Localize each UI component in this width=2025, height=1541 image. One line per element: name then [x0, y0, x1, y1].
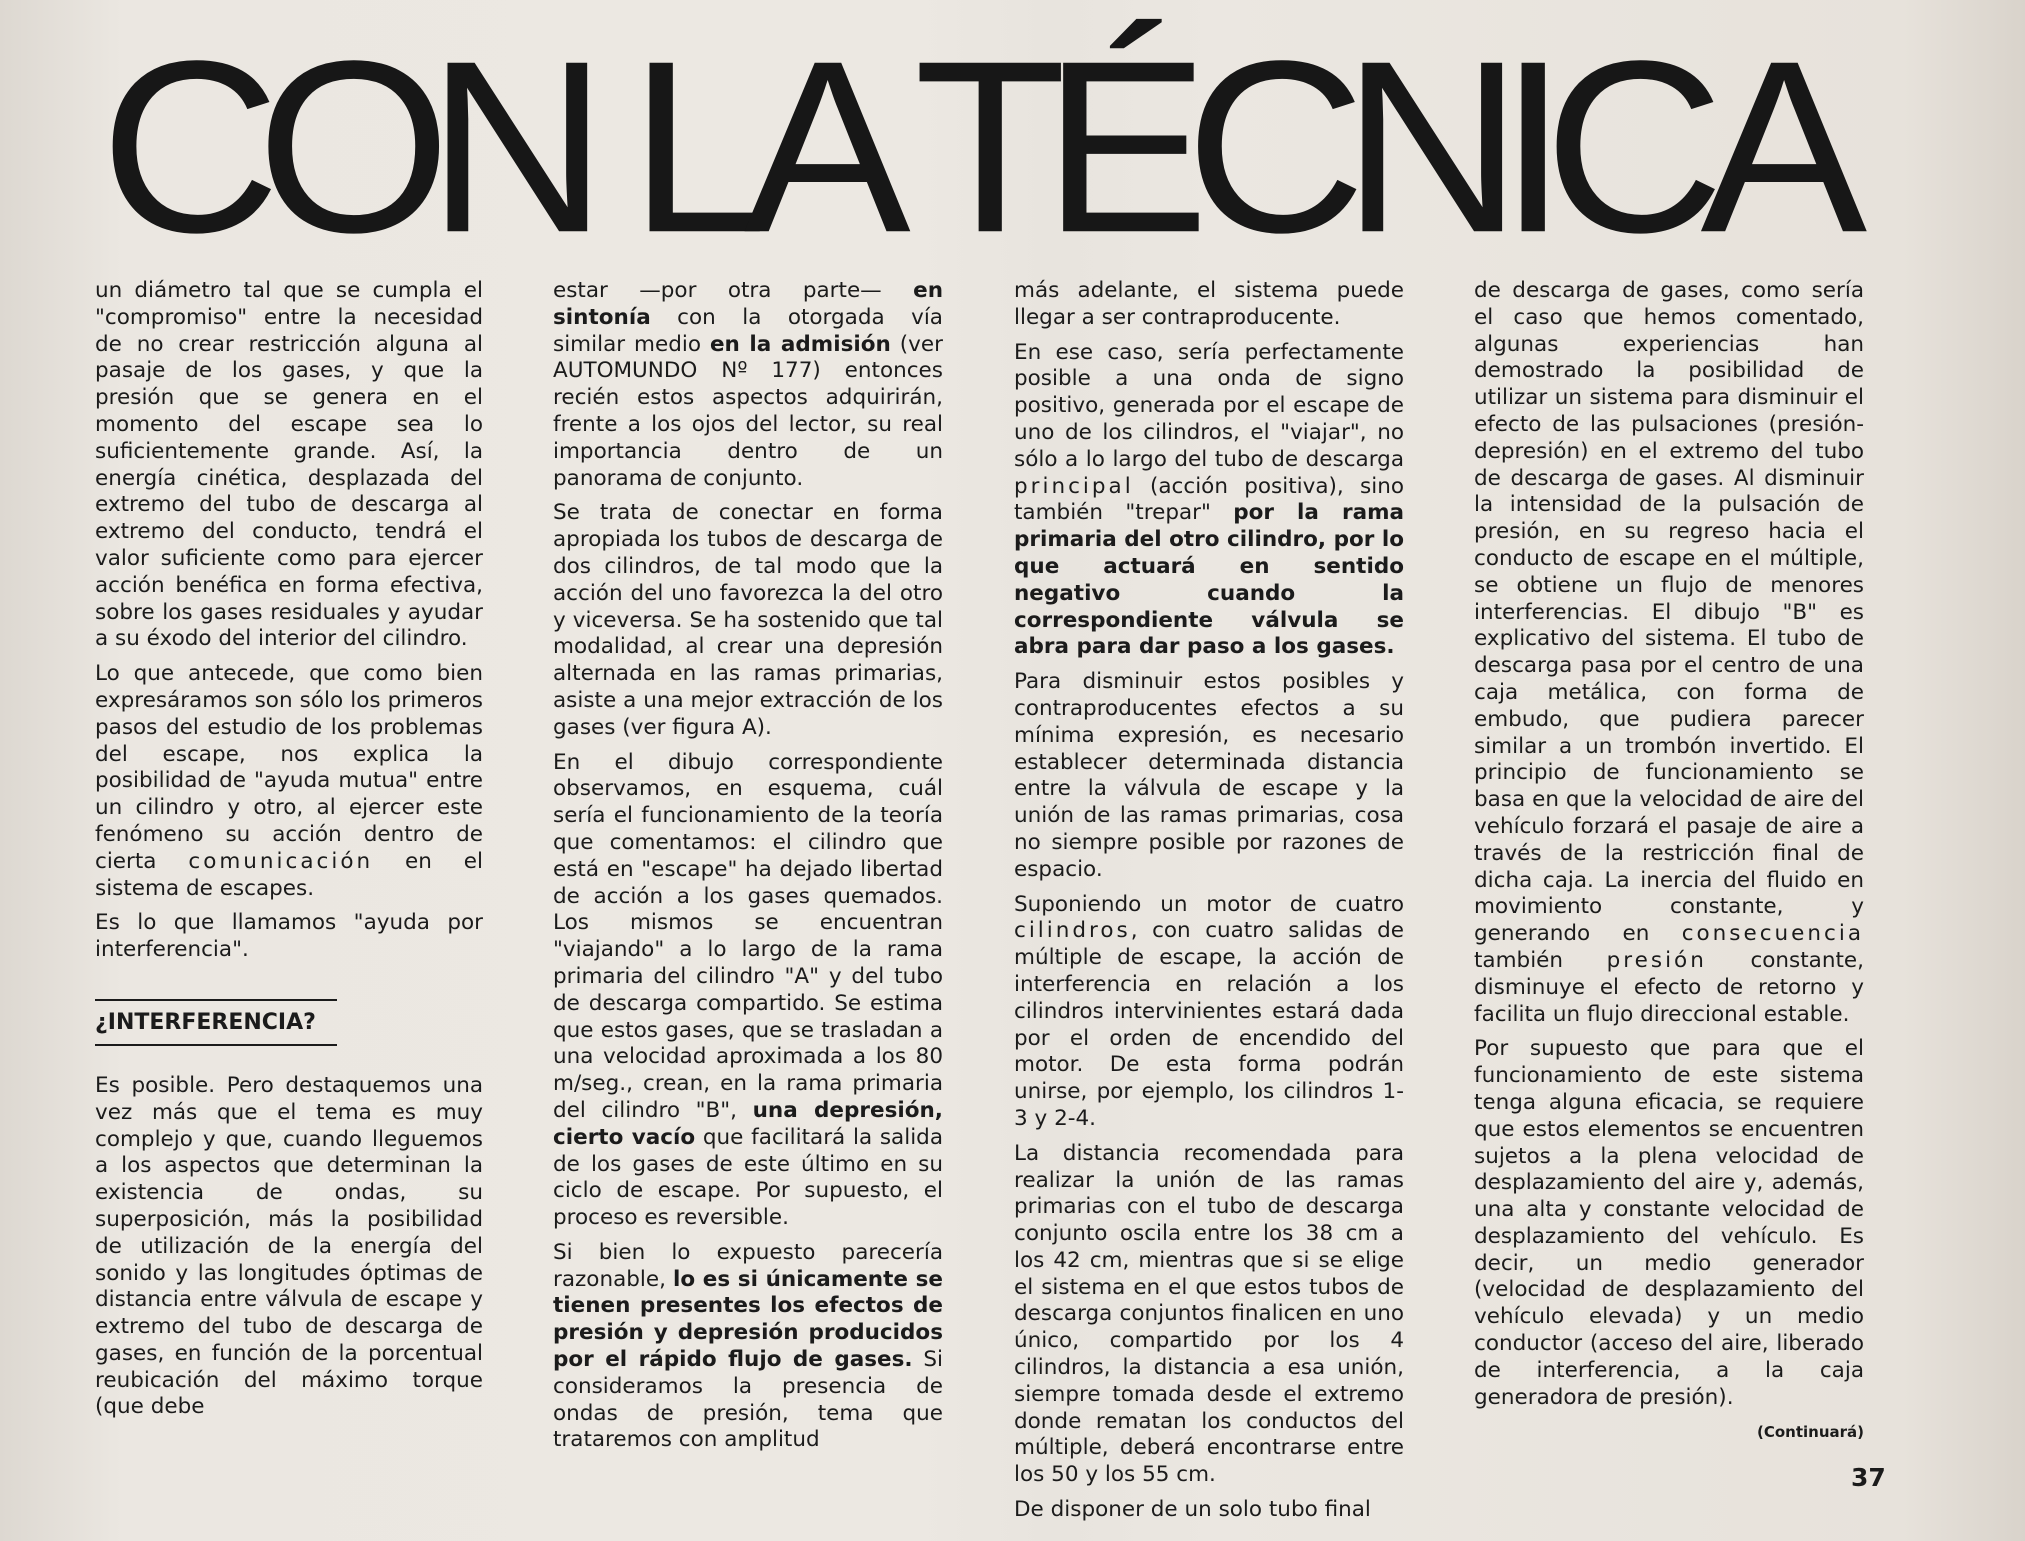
text-run: de descarga de gases, como sería el caso que hemos comentado, algunas experiencias han demostrado la posibilidad de utilizar un sistema para disminuir el efecto de las pulsaciones (presión-depresión) en el extremo del tubo de descarga de gases. Al disminuir la intensidad de la pulsación de presión, en su regreso hacia el conducto de escape en el múltiple, se obtiene un flujo de menores interferencias. El dibujo "B" es explicativo del sistema. El tubo de descarga pasa por el centro de una caja metálica, con forma de embudo, que pudiera parecer similar a un trombón invertido. El principio de funcionamiento se basa en que la velocidad de aire del vehículo forzará el pasaje de aire a través de la restricción final de dicha caja. La inercia del fluido en movimiento constante, y generando en: [1474, 278, 1864, 947]
text-run: que facilitará la salida de los gases de este último en su ciclo de escape. Por supuesto, el proceso es reversible.: [553, 1124, 943, 1231]
bold-run: en sintonía: [553, 278, 943, 330]
text-run: consecuencia: [1681, 921, 1864, 947]
text-column-3: [1014, 278, 1404, 1532]
text-run: Si consideramos la presencia de ondas de presión, tema que trataremos con amplitud: [553, 1347, 943, 1453]
paragraph: un diámetro tal que se cumpla el "compromiso" entre la necesidad de no crear restricción alguna al pasaje de los gases, y que la presión que se genera en el momento del escape sea lo suficientemente grande. Así, la energía cinética, desplazada del extremo del tubo de descarga al extremo del conducto, tendrá el valor suficiente como para ejercer acción benéfica en forma efectiva, sobre los gases residuales y ayudar a su éxodo del interior del cilindro.: [95, 278, 483, 652]
paragraph: más adelante, el sistema puede llegar a ser contraproducente.: [1014, 278, 1404, 330]
paragraph: Es posible. Pero destaquemos una vez más que el tema es muy complejo y que, cuando lleguemos a los aspectos que determinan la existencia de ondas, su superposición, más la posibilidad de utilización de la energía del sonido y las longitudes óptimas de distancia entre válvula de escape y extremo del tubo de descarga de gases, en función de la porcentual reubicación del máximo torque (que debe: [95, 1072, 483, 1420]
text-run: comunicación: [188, 848, 374, 874]
section-heading: ¿INTERFERENCIA?: [95, 999, 337, 1046]
paragraph: Se trata de conectar en forma apropiada los tubos de descarga de dos cilindros, de tal modo que la acción del uno favorezca la del otro y viceversa. Se ha sostenido que tal modalidad, al crear una depresión alternada en las ramas primarias, asiste a una mejor extracción de los gases (ver figura A).: [553, 500, 943, 740]
bold-run: lo es si únicamente se tienen presentes los efectos de presión y depresión producidos por el rápido flujo de gases.: [553, 1266, 943, 1373]
paragraph: Para disminuir estos posibles y contraproducentes efectos a su mínima expresión, es necesario establecer determinada distancia entre la válvula de escape y la unión de las ramas primarias, cosa no siempre posible por razones de espacio.: [1014, 669, 1404, 882]
text-run: constante, disminuye el efecto de retorno y facilita un flujo direccional estable.: [1474, 947, 1864, 1027]
paragraph: [553, 1240, 943, 1454]
text-column-4: [1474, 278, 1864, 1446]
text-run: (ver AUTOMUNDO Nº 177) entonces recién estos aspectos adquirirán, frente a los ojos del lector, su real importancia dentro de un panorama de conjunto.: [553, 331, 943, 491]
paragraph: [1014, 340, 1404, 662]
continued-note: (Continuará): [1756, 1423, 1864, 1442]
page-number: 37: [1851, 1463, 1886, 1492]
text-run: principal: [1014, 473, 1134, 499]
bold-run: en la admisión: [709, 331, 891, 357]
text-run: también: [1474, 947, 1564, 973]
text-run: , con cuatro salidas de múltiple de escape, la acción de interferencia en relación a los cilindros intervinientes estará dada por el orden de encendido del motor. De esta forma podrán unirse, por ejemplo, los cilindros 1-3 y 2-4.: [1014, 918, 1404, 1131]
paragraph: [1474, 278, 1864, 1028]
text-column-2: [553, 278, 943, 1462]
paragraph: La distancia recomendada para realizar la unión de las ramas primarias con el tubo de descarga conjunto oscila entre los 38 cm a los 42 cm, mientras que si se elige el sistema en el que estos tubos de descarga conjuntos finalicen en uno único, compartido por los 4 cilindros, la distancia a esa unión, siempre tomada desde el extremo donde rematan los conductos del múltiple, deberá encontrarse entre los 50 y los 55 cm.: [1014, 1140, 1404, 1488]
paragraph: [553, 278, 943, 492]
paragraph: [1014, 892, 1404, 1133]
bold-run: una depresión, cierto vacío: [553, 1097, 943, 1150]
paragraph: Por supuesto que para que el funcionamiento de este sistema tenga alguna eficacia, se requiere que estos elementos se encuentren sujetos a la plena velocidad de desplazamiento del aire y, además, una alta y constante velocidad de desplazamiento del vehículo. Es decir, un medio generador (velocidad de desplazamiento del vehículo elevada) y un medio conductor (acceso del aire, liberado de interferencia, a la caja generadora de presión).: [1474, 1036, 1864, 1410]
text-run: cilindros: [1014, 918, 1131, 944]
text-run: (acción positiva), sino también "trepar": [1014, 473, 1404, 526]
paragraph: De disponer de un solo tubo final: [1014, 1497, 1371, 1523]
text-run: en el sistema de escapes.: [95, 848, 483, 901]
paragraph: Es lo que llamamos "ayuda por interferencia".: [95, 910, 483, 963]
paragraph: [95, 661, 483, 902]
text-run: Suponiendo un motor de cuatro: [1014, 891, 1404, 917]
text-run: Si bien lo expuesto parecería razonable,: [553, 1239, 943, 1292]
text-run: presión: [1606, 947, 1707, 973]
page-title: CON LA TÉCNICA: [100, 9, 1844, 284]
text-run: En ese caso, sería perfectamente posible a una onda de signo positivo, generada por el escape de uno de los cilindros, el "viajar", no sólo a lo largo del tubo de descarga: [1014, 339, 1404, 472]
text-column-1: [95, 278, 483, 1429]
text-run: Lo que antecede, que como bien expresáramos son sólo los primeros pasos del estudio de los problemas del escape, nos explica la posibilidad de "ayuda mutua" entre un cilindro y otro, al ejercer este fenómeno su acción dentro de cierta: [95, 661, 483, 874]
text-run: con la otorgada vía similar medio: [553, 304, 943, 357]
text-run: estar —por otra parte—: [553, 278, 882, 303]
text-run: En el dibujo correspondiente observamos, en esquema, cuál sería el funcionamiento de la teoría que comentamos: el cilindro que está en "escape" ha dejado libertad de acción a los gases quemados. Los mismos se encuentran "viajando" a lo largo de la rama primaria del cilindro "A" y del tubo de descarga compartido. Se estima que estos gases, que se trasladan a una velocidad aproximada a los 80 m/seg., crean, en la rama primaria del cilindro "B",: [553, 749, 943, 1123]
bold-run: por la rama primaria del otro cilindro, por lo que actuará en sentido negativo cuando la correspondiente válvula se abra para dar paso a los gases.: [1014, 500, 1404, 660]
paragraph: [553, 750, 943, 1232]
